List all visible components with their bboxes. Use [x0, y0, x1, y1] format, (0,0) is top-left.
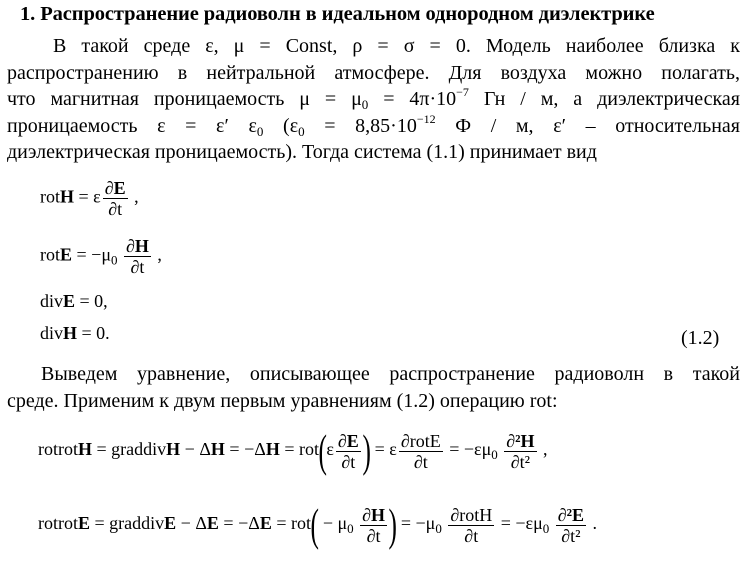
fraction: $\frac{\text{∂²E}}{\text{∂t²}}$ [557, 504, 585, 546]
fraction: $\frac{\partial H}{\partial t}$ [125, 236, 149, 277]
equation-number: (1.2) [681, 327, 720, 349]
paragraph-derivation [7, 361, 740, 414]
left-paren: ( [310, 499, 319, 550]
fraction: $\frac{\text{∂rotE}}{\partial t}$ [400, 430, 441, 472]
equation-rotrot-e: rotrotE = graddivE − $\Delta E = -\Delta E = rot( - \mu_0$ $\frac{\partial H}{\partial t}$ ) = $-\mu_0$ $\frac{\text{∂rotH}}{\partial t}$ = $-\varepsilon\mu_0$ $\frac{\text{∂²E}}{\text{∂t²}}$ . [38, 499, 598, 550]
text-line: В такой среде ε, μ = Const, ρ = σ = 0. Модель наиболее близка к [53, 35, 740, 57]
text-line: распространению в нейтральной атмосфере. Для воздуха можно полагать, [7, 61, 740, 84]
right-paren: ) [362, 425, 371, 476]
text-line: среде. Применим к двум первым уравнениям (1.2) операцию rot: [7, 389, 558, 412]
text-line: диэлектрическая проницаемость). Тогда система (1.1) принимает вид [7, 141, 597, 163]
equation-rotrot-h: rotrotH = graddivH − ΔH = −ΔH = rot(ε $\frac{\partial E}{\partial t}$ ) = ε $\frac{\text{∂rotE}}{\partial t}$ = $-\varepsilon\mu_0$ $\frac{\text{∂²H}}{\text{∂t²}}$ , [38, 425, 548, 476]
paragraph-intro [7, 33, 740, 166]
text-line: проницаемость ε = ε′ $\varepsilon_0$ ($\varepsilon_0 = 8,85\cdot 10^{-12}$ Ф / м, ε′ – относительная [7, 111, 741, 139]
right-paren: ) [388, 499, 397, 550]
fraction: $\frac{\partial E}{\partial t}$ [337, 430, 359, 472]
left-paren: ( [318, 425, 327, 476]
fraction: $\frac{\text{∂rotH}}{\partial t}$ [450, 504, 493, 546]
fraction: $\frac{\partial H}{\partial t}$ [362, 504, 386, 546]
text-line: Выведем уравнение, описывающее распространение радиоволн в такой [41, 363, 740, 385]
equation-rot-h: rotH = ε $\frac{\partial E}{\partial t}$ , [40, 178, 139, 219]
fraction: $\frac{\partial E}{\partial t}$ [104, 178, 126, 219]
equation-div-e: divE = 0, [40, 291, 108, 311]
equation-rot-e: rotE = $-\mu_0$ $\frac{\partial H}{\partial t}$ , [40, 236, 162, 277]
section-heading: 1. Распространение радиоволн в идеальном однородном диэлектрике [20, 3, 655, 25]
equation-div-h: divH = 0. [40, 323, 110, 343]
text-line: что магнитная проницаемость $\mu = \mu_0 = 4\pi\cdot 10^{-7}$ Гн / м, а диэлектрическая [7, 85, 740, 112]
fraction: $\frac{\text{∂²H}}{\text{∂t²}}$ [506, 430, 535, 472]
